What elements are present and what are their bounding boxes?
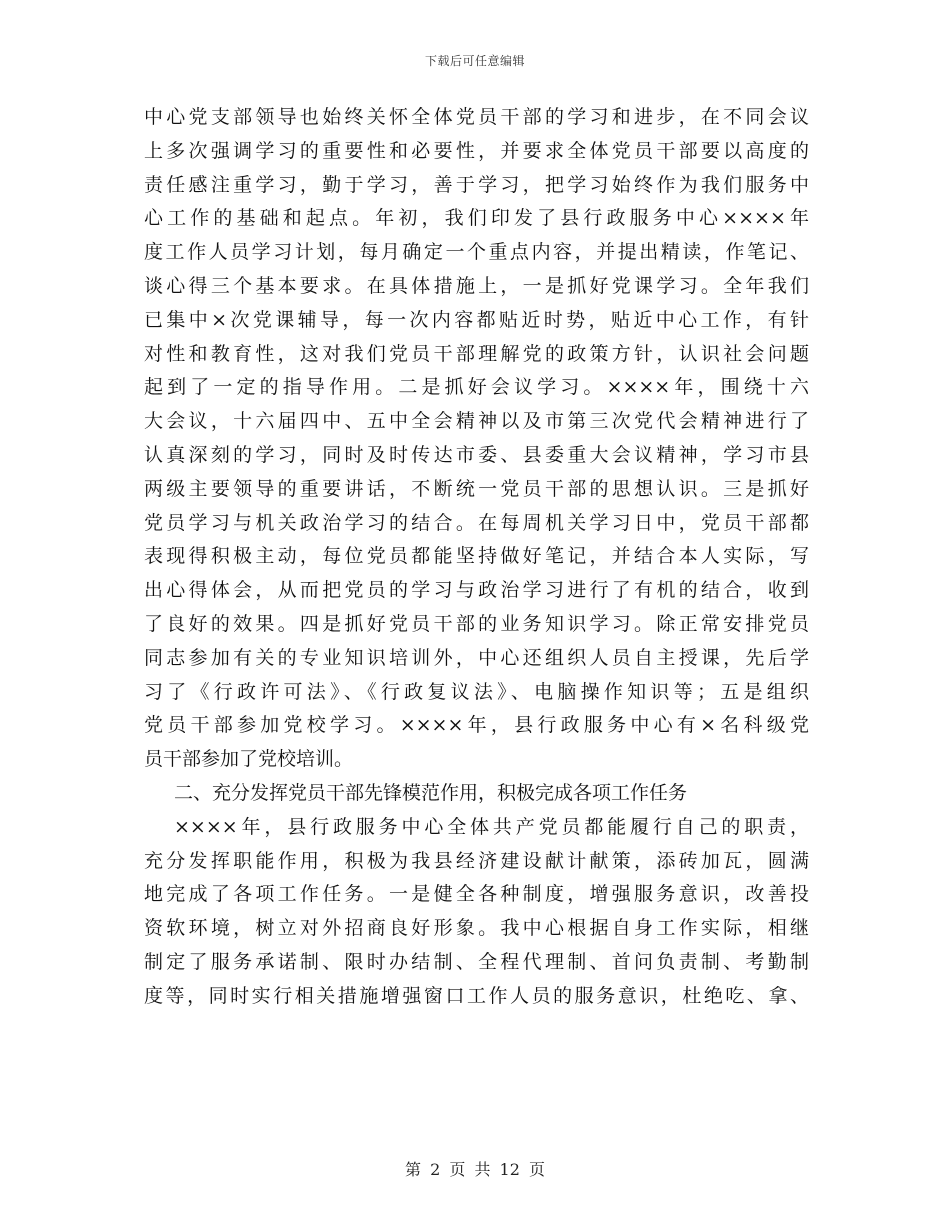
page-footer: 第 2 页 共 12 页 <box>405 1160 545 1179</box>
document-body <box>144 101 809 1014</box>
text-line: 已集中×次党课辅导，每一次内容都贴近时势，贴近中心工作，有针 <box>144 308 809 331</box>
text-line: 上多次强调学习的重要性和必要性，并要求全体党员干部要以高度的 <box>144 139 809 162</box>
text-line: 资软环境，树立对外招商良好形象。我中心根据自身工作实际，相继 <box>144 917 809 940</box>
text-line: ××××年，县行政服务中心全体共产党员都能履行自己的职责， <box>174 815 809 838</box>
text-line: 党员干部参加党校学习。××××年，县行政服务中心有×名科级党 <box>144 714 809 737</box>
paragraph-1 <box>144 101 809 777</box>
text-line: 认真深刻的学习，同时及时传达市委、县委重大会议精神，学习市县 <box>144 443 809 466</box>
text-line: 两级主要领导的重要讲话，不断统一党员干部的思想认识。三是抓好 <box>144 477 809 500</box>
text-line: 了良好的效果。四是抓好党员干部的业务知识学习。除正常安排党员 <box>144 612 809 635</box>
text-line: 大会议，十六届四中、五中全会精神以及市第三次党代会精神进行了 <box>144 410 809 433</box>
text-line: 员干部参加了党校培训。 <box>144 748 354 771</box>
text-line: 党员学习与机关政治学习的结合。在每周机关学习日中，党员干部都 <box>144 511 809 534</box>
paragraph-2 <box>144 811 809 1014</box>
text-line: 表现得积极主动，每位党员都能坚持做好笔记，并结合本人实际，写 <box>144 545 809 568</box>
text-line: 起到了一定的指导作用。二是抓好会议学习。××××年，围绕十六 <box>144 376 809 399</box>
text-line: 责任感注重学习，勤于学习，善于学习，把学习始终作为我们服务中 <box>144 173 809 196</box>
section-heading: 二、充分发挥党员干部先锋模范作用，积极完成各项工作任务 <box>174 781 688 804</box>
text-line: 度工作人员学习计划，每月确定一个重点内容，并提出精读，作笔记、 <box>144 241 809 264</box>
text-line: 习了《行政许可法》、《行政复议法》、电脑操作知识等；五是组织 <box>144 680 809 703</box>
page-header: 下载后可任意编辑 <box>424 54 525 68</box>
text-line: 制定了服务承诺制、限时办结制、全程代理制、首问负责制、考勤制 <box>144 950 809 973</box>
text-line: 充分发挥职能作用，积极为我县经济建设献计献策，添砖加瓦，圆满 <box>144 849 809 872</box>
text-line: 对性和教育性，这对我们党员干部理解党的政策方针，认识社会问题 <box>144 342 809 365</box>
text-line: 出心得体会，从而把党员的学习与政治学习进行了有机的结合，收到 <box>144 579 809 602</box>
text-line: 中心党支部领导也始终关怀全体党员干部的学习和进步，在不同会议 <box>144 106 809 128</box>
text-line: 谈心得三个基本要求。在具体措施上，一是抓好党课学习。全年我们 <box>144 274 809 297</box>
text-line: 度等，同时实行相关措施增强窗口工作人员的服务意识，杜绝吃、拿、 <box>144 984 809 1007</box>
text-line: 地完成了各项工作任务。一是健全各种制度，增强服务意识，改善投 <box>144 883 809 906</box>
text-line: 心工作的基础和起点。年初，我们印发了县行政服务中心××××年 <box>144 207 809 230</box>
text-line: 同志参加有关的专业知识培训外，中心还组织人员自主授课，先后学 <box>144 646 809 669</box>
